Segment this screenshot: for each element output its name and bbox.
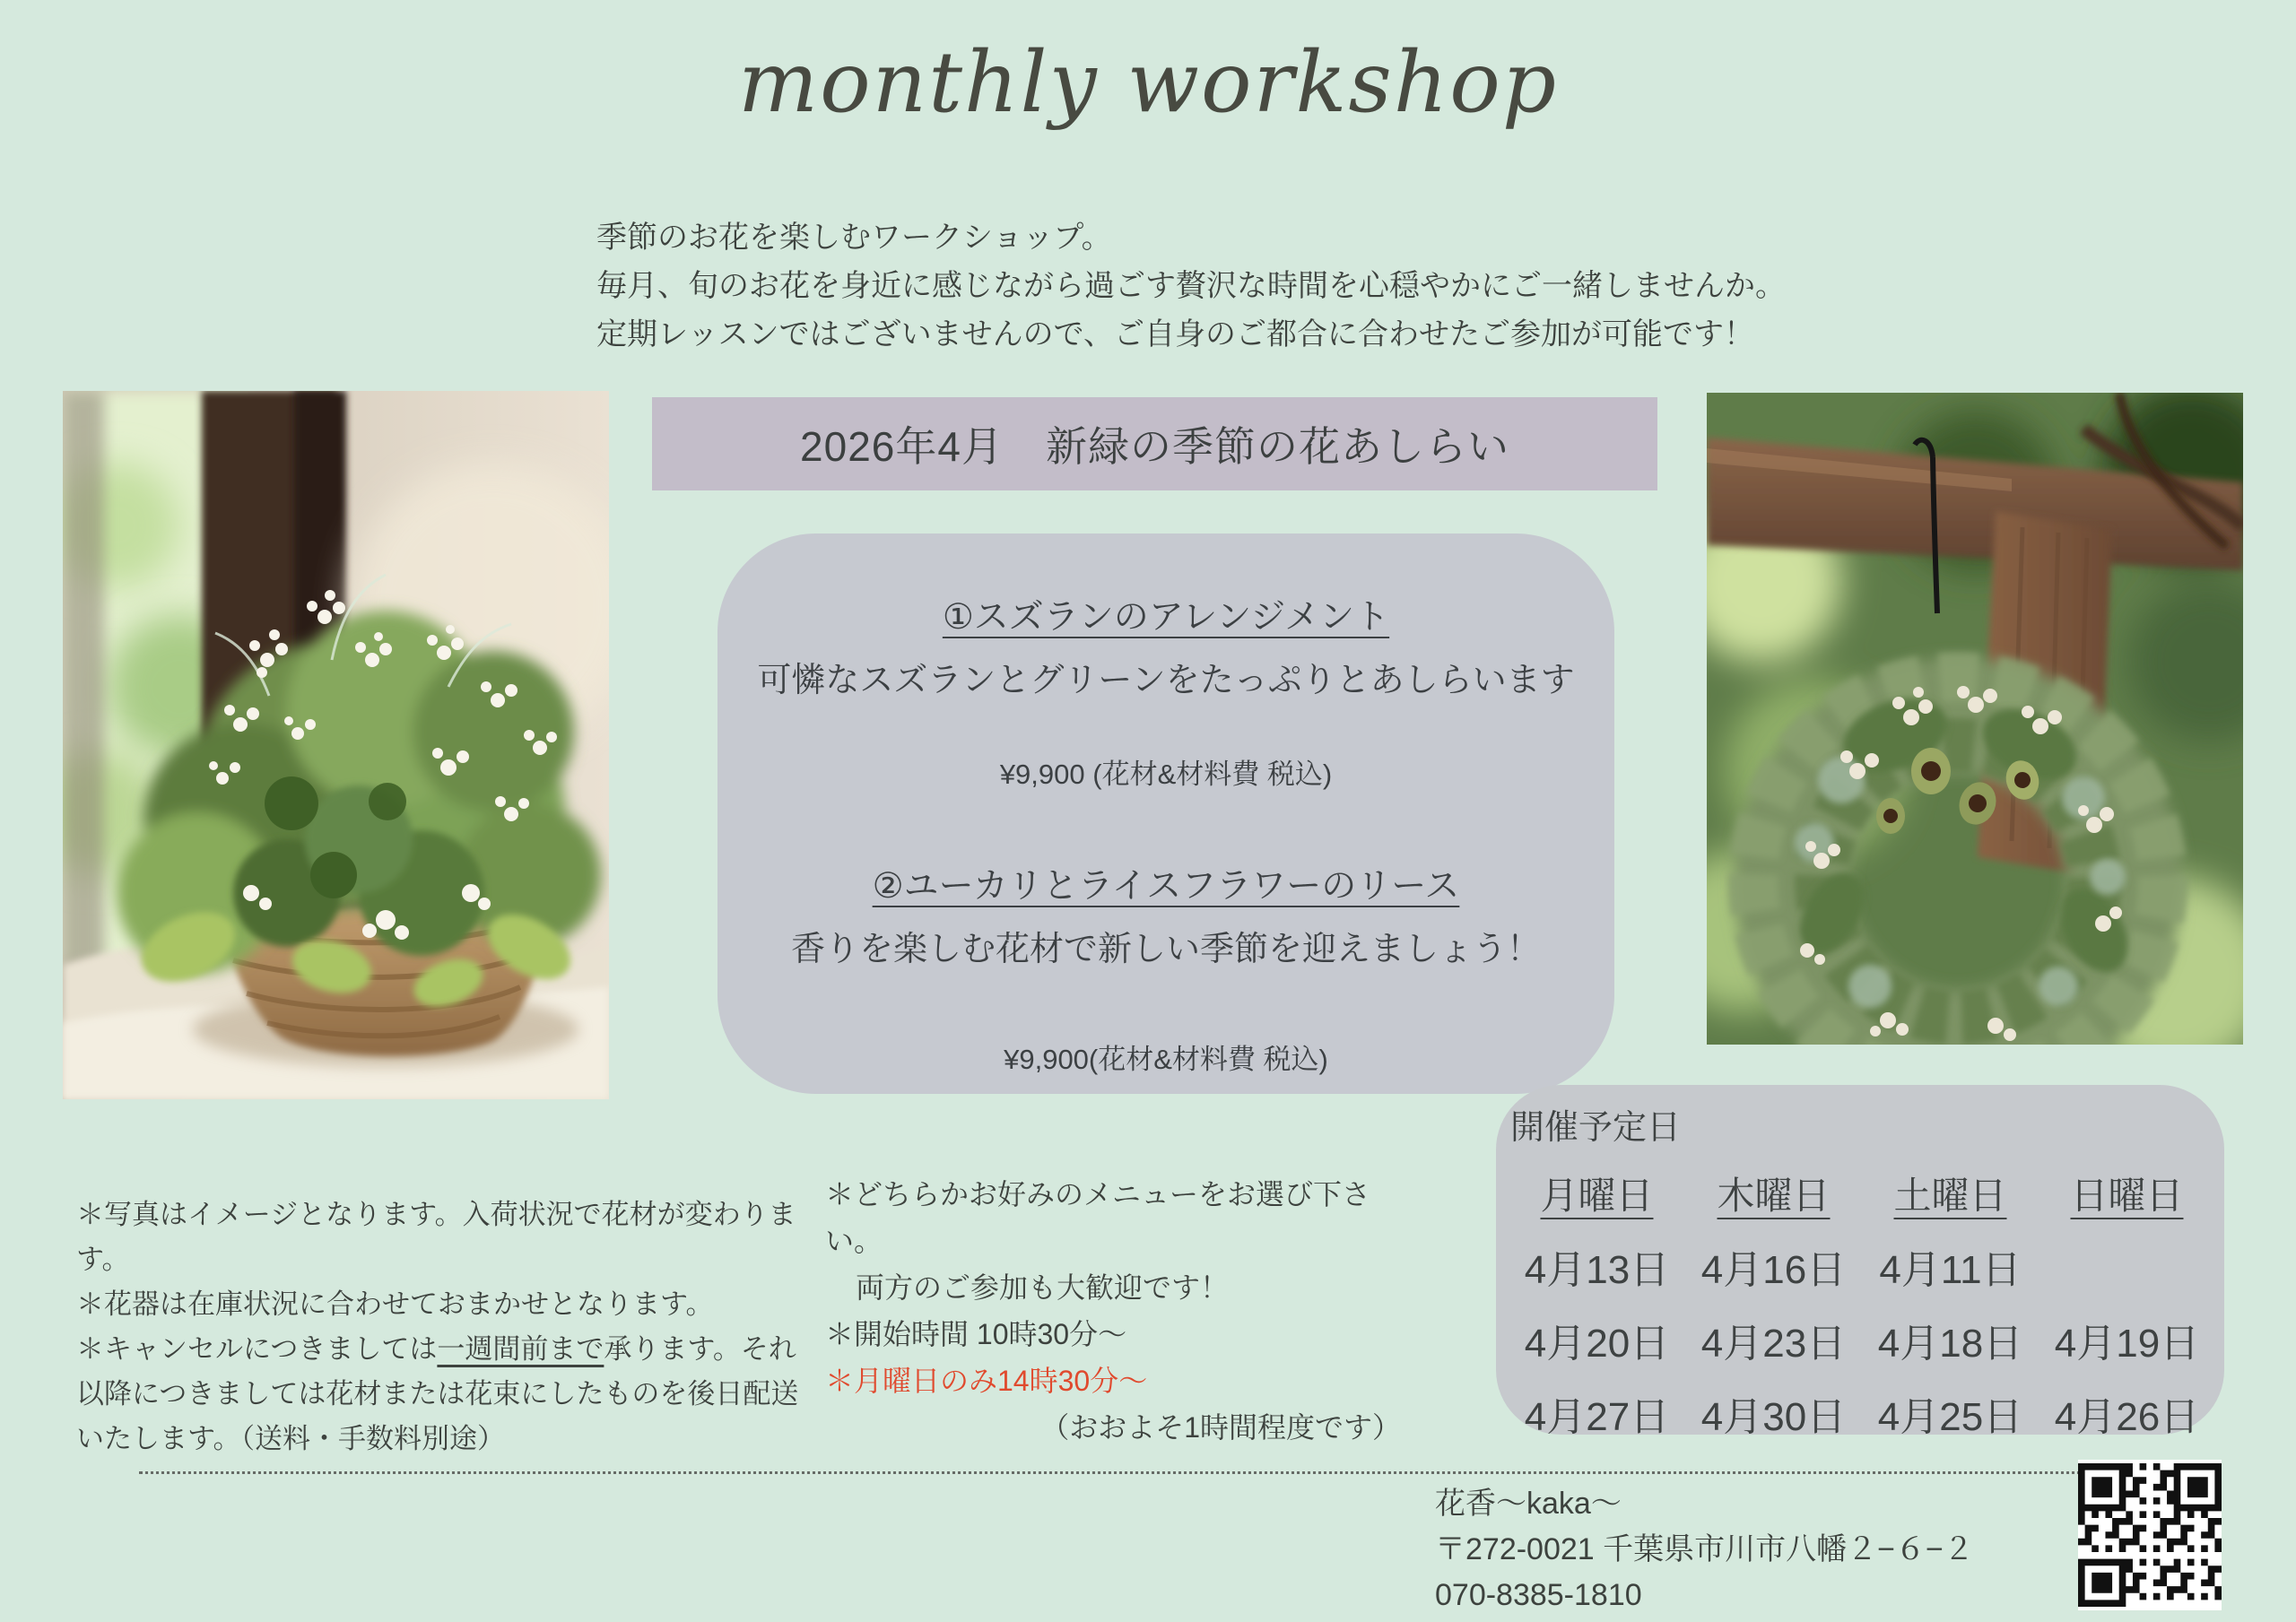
schedule-date: 4月20日 (1524, 1322, 1670, 1366)
note-monday-time: ＊月曜日のみ14時30分〜 (825, 1365, 1148, 1397)
schedule-date: 4月18日 (1877, 1322, 2023, 1366)
menu-item-2 (791, 792, 1541, 1077)
footer-divider (139, 1471, 2157, 1474)
note-photo: ＊写真はイメージとなります。入荷状況で花材が変わります。 (76, 1199, 796, 1275)
menu-item-2-description: 香りを楽しむ花材で新しい季節を迎えましょう！ (790, 931, 1541, 968)
menu-item-1 (757, 589, 1574, 792)
menu-item-1-price: ¥9,900 (花材&材料費 税込) (999, 759, 1333, 790)
schedule-col-sunday: 日曜日 (2070, 1175, 2184, 1217)
shop-name: 花香〜kaka〜 (1435, 1487, 1622, 1521)
footer-contact (1435, 1481, 1974, 1618)
shop-phone: 070-8385-1810 (1435, 1578, 1642, 1612)
shop-address: 〒272-0021 千葉県市川市八幡２−６−２ (1435, 1532, 1974, 1566)
menu-item-1-description: 可憐なスズランとグリーンをたっぷりとあしらいます (757, 662, 1575, 699)
schedule-date: 4月26日 (2054, 1395, 2200, 1439)
qr-code (2078, 1460, 2222, 1610)
schedule-date-empty (2039, 1229, 2215, 1303)
schedule-col-thursday: 木曜日 (1717, 1175, 1831, 1217)
schedule-row-2 (1509, 1303, 2215, 1376)
schedule-table (1509, 1161, 2215, 1450)
schedule-col-saturday: 土曜日 (1893, 1175, 2007, 1217)
arrangement-photo-graphic (63, 391, 609, 1099)
schedule-row-3 (1509, 1376, 2215, 1450)
month-banner-text: 2026年4月 新緑の季節の花あしらい (800, 423, 1509, 470)
note-choose-menu: ＊どちらかお好みのメニューをお選び下さい。 (825, 1178, 1371, 1257)
intro-line-1: 季節のお花を楽しむワークショップ。 (596, 221, 1112, 255)
month-banner (652, 397, 1657, 490)
schedule-date: 4月19日 (2054, 1322, 2200, 1366)
notes-photo-disclaimer (76, 1193, 816, 1462)
schedule-row-1 (1509, 1229, 2215, 1303)
wreath-photo-graphic (1707, 393, 2243, 1045)
schedule-date: 4月30日 (1700, 1395, 1847, 1439)
cancel-deadline-underline: 一週間前まで (437, 1333, 604, 1365)
intro-line-2: 毎月、旬のお花を身近に感じながら過ごす贅沢な時間を心穏やかにご一緒しませんか。 (596, 269, 1786, 303)
note-cancel: ＊キャンセルにつきましては一週間前まで承ります。それ以降につきましては花材または花束にしたものを後日配送いたします。（送料・手数料別途） (76, 1333, 799, 1454)
schedule-date: 4月16日 (1700, 1248, 1847, 1292)
arrangement-photo (63, 391, 609, 1099)
schedule-date: 4月25日 (1877, 1395, 2023, 1439)
schedule-col-monday: 月曜日 (1540, 1175, 1654, 1217)
schedule-heading: 開催予定日 (1510, 1109, 1682, 1147)
note-duration: （おおよそ1時間程度です） (1040, 1411, 1401, 1444)
note-vase: ＊花器は在庫状況に合わせておまかせとなります。 (76, 1288, 714, 1320)
schedule-date: 4月13日 (1524, 1248, 1670, 1292)
wreath-photo (1707, 393, 2243, 1045)
schedule-header-row (1509, 1161, 2215, 1229)
schedule-date: 4月27日 (1524, 1395, 1670, 1439)
menu-item-2-title: ②ユーカリとライスフラワーのリース (872, 867, 1460, 906)
notes-participation (825, 1171, 1417, 1451)
menu-item-2-price: ¥9,900(花材&材料費 税込) (1004, 1044, 1328, 1075)
intro-line-3: 定期レッスンではございませんので、ご自身のご都合に合わせたご参加が可能です！ (596, 317, 1754, 351)
page-title: monthly workshop (737, 34, 1559, 132)
note-start-time: ＊開始時間 10時30分〜 (825, 1318, 1127, 1350)
note-both-welcome: 両方のご参加も大歓迎です！ (856, 1271, 1230, 1304)
schedule-date: 4月23日 (1700, 1322, 1847, 1366)
menu-item-1-title: ①スズランのアレンジメント (942, 598, 1390, 637)
intro-text (596, 213, 1786, 359)
menu-panel (718, 533, 1614, 1094)
schedule-panel (1496, 1085, 2224, 1439)
schedule-date: 4月11日 (1879, 1248, 2022, 1292)
